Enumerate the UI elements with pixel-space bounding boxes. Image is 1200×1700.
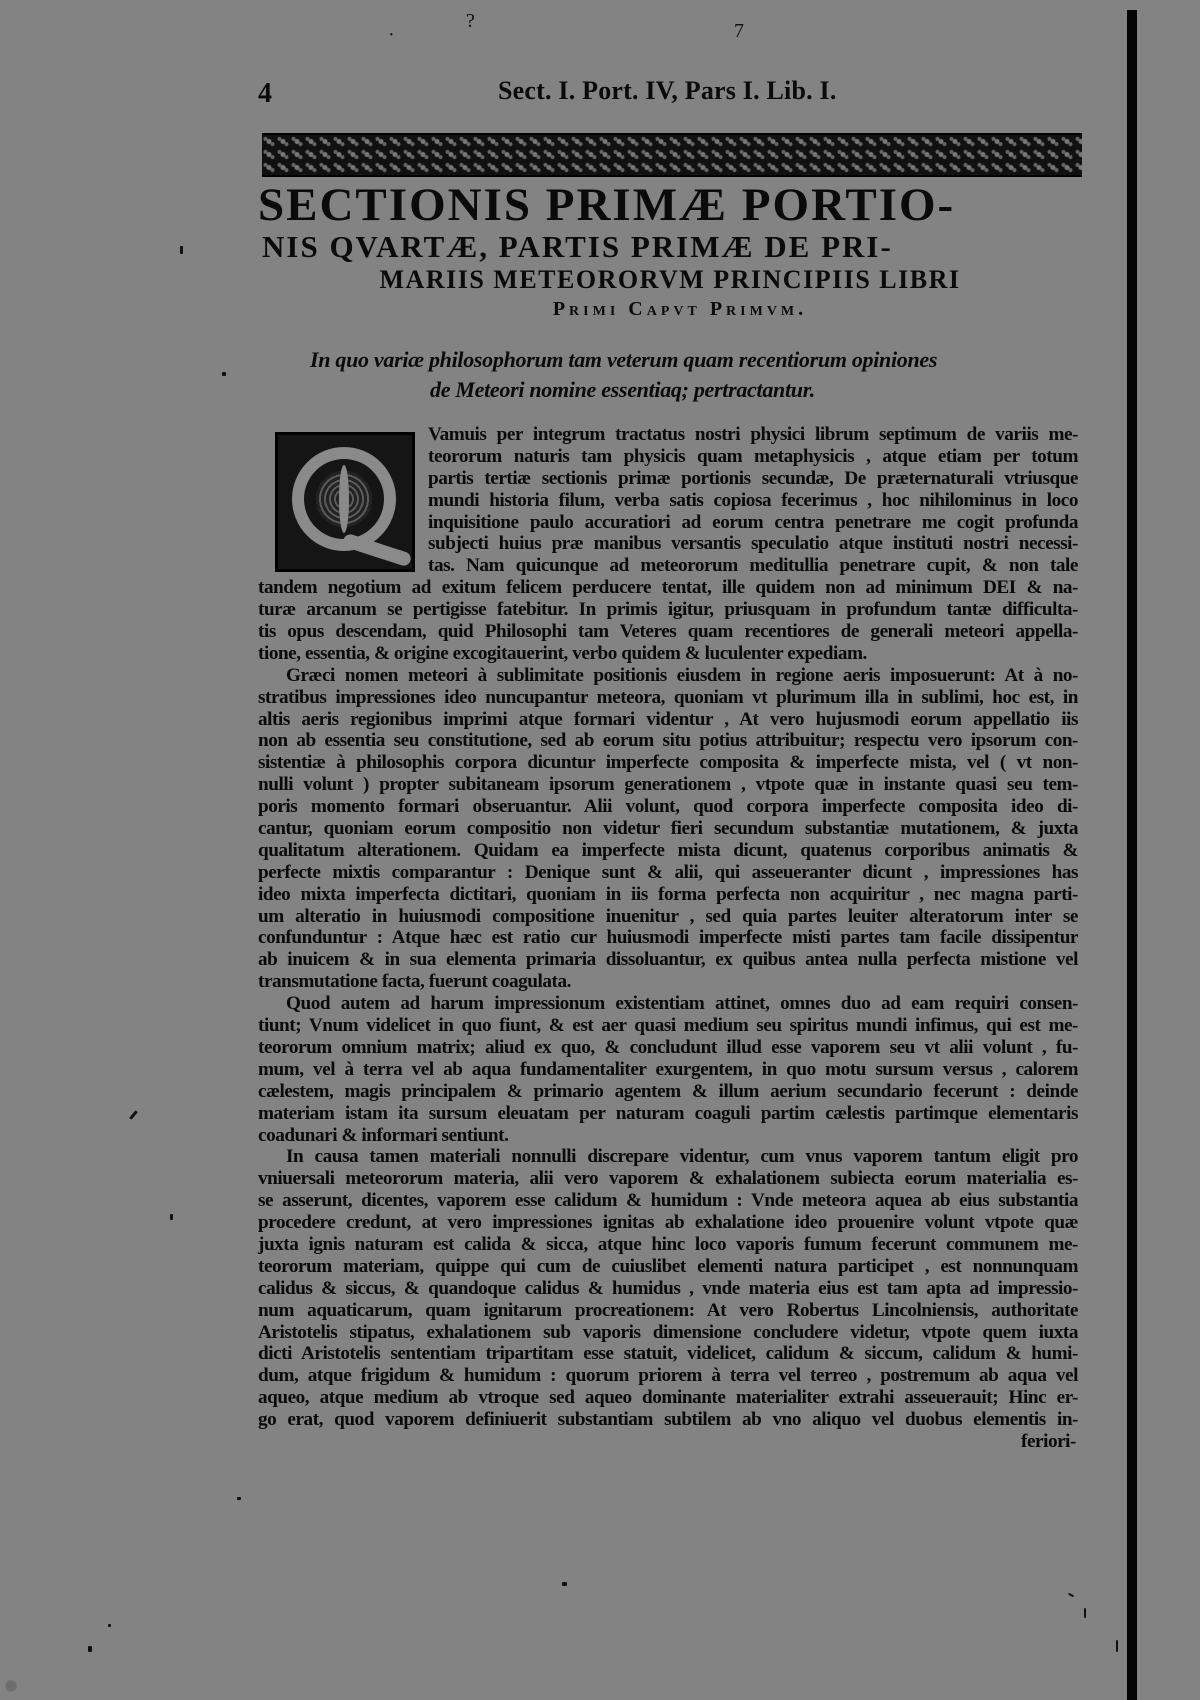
chapter-subtitle: Primi Capvt Primvm. [552,298,808,320]
text-line: cantur, quoniam eorum compositio non videtur fieri secundum substantiæ mutationem, & juxta [258,818,1078,840]
scan-speck [129,1110,138,1120]
argument-line: de Meteori nomine essentiaq; pertractantur. [430,377,815,402]
text-line: perfecte mixtis comparantur : Denique sunt & alii, qui asseueranter dicunt , impressiones has [258,861,1078,883]
text-line: stratibus impressiones ideo nuncupantur meteora, quoniam vt plurimum illa in sublimi, hoc est, in [258,686,1078,708]
text-line: go erat, quod vaporem definiuerit substantiam subtilem ab vno aliquo vel duobus elementis in- [258,1409,1078,1431]
scan-speck [222,372,226,376]
text-line: poris momento formari obseruantur. Alii volunt, quod corpora imperfecte composita ideo di- [258,796,1078,818]
text-line: altis aeris regionibus imprimi atque formari videntur , At vero hujusmodi eorum appellatio iis [258,708,1078,730]
text-line: Græci nomen meteori à sublimitate positionis eiusdem in regione aeris imposuerunt: At à no- [286,664,1078,686]
corner-circle-mark [5,1680,17,1692]
top-margin-marks [0,10,1200,48]
text-line: juxta ignis naturam est calida & sicca, atque hinc loco vaporis fumum fecerunt communem me- [258,1233,1078,1255]
text-line: se asserunt, dicentes, vaporem esse calidum & humidum : Vnde meteora aquea ab eius substantia [258,1190,1078,1212]
text-line: Aristotelis stipatus, exhalationem sub vaporis dimensione concludere videtur, vtpote quem iuxta [258,1321,1078,1343]
text-line: ab inuicem & in sua elementa primaria dissoluantur, ex quibus antea nulla perfecta mistione vel [258,949,1078,971]
scan-speck [180,246,183,254]
text-line: tis opus descendam, quid Philosophi tam Veteres quam recentiores de generali meteori appella- [258,621,1078,643]
text-line: tandem negotium ad exitum felicem perducere tentat, ille quidem non ad minimum DEI & na- [258,577,1078,599]
page-number: 4 [258,78,272,109]
scan-speck [1116,1640,1118,1652]
text-line: mundi historia filum, verba satis copiosa fecerimus , hoc nihilominus in loco [428,489,1078,511]
text-line: teororum omnium matrix; aliud ex quo, & concludunt illud esse vaporem seu vt alii volunt , fu- [258,1036,1078,1058]
chapter-title-line: NIS QVARTÆ, PARTIS PRIMÆ DE PRI- [262,229,893,264]
text-line: dicti Aristotelis sententiam tripartitam esse statuit, videlicet, calidum & siccum, calidum & humi- [258,1343,1078,1365]
text-line: nulli volunt ) propter subitaneam ipsorum generationem , vtpote quæ in instante quasi seu tem- [258,774,1078,796]
margin-mark: ? [466,10,475,32]
text-line: inquisitione paulo accuratiori ad eorum centra penetrare me cogit profunda [428,511,1078,533]
text-line: Vamuis per integrum tractatus nostri physici librum septimum de variis me- [428,424,1078,445]
text-line: non ab essentia seu constitutione, sed ab eorum situ potius attribuitur; respectu vero ipsorum con- [258,730,1078,752]
text-line: ideo mixta imperfecta dictitari, quoniam in iis forma perfecta non acquiritur , nec magna parti- [258,883,1078,905]
running-head-title: Sect. I. Port. IV, Pars I. Lib. I. [498,76,837,105]
text-line: teororum materiam, quippe qui cum de cuiuslibet elementi natura participet , est nonnunquam [258,1255,1078,1277]
text-line: teororum naturis tam physicis quam metaphysicis , atque etiam per totum [428,445,1078,467]
scan-speck [108,1624,111,1627]
text-line: aqueo, atque medium ab vtroque sed aqueo dominante materialiter extrahi asseuerauit; Hinc er- [258,1387,1078,1409]
scan-speck [88,1646,92,1652]
ornamental-headpiece-band [262,133,1082,177]
text-line: confunduntur : Atque hæc est ratio cur huiusmodi imperfecte misti partes tam facile dissipentur [258,927,1078,949]
text-line: um alteratio in huiusmodi compositione inuenitur , sed quia partes leuiter alteratorum inter se [258,905,1078,927]
text-line: subjecti huius præ manibus versantis speculatio atque instituti nostri necessi- [428,533,1078,555]
text-line: mum, vel à terra vel ab aqua fundamentaliter exurgentem, in quo motu sursum versus , calorem [258,1058,1078,1080]
scan-speck [170,1214,173,1220]
margin-mark: · [388,24,395,46]
scan-speck [1084,1608,1086,1618]
chapter-title-line: SECTIONIS PRIMÆ PORTIO- [258,179,956,231]
text-line: materiam istam ita sursum eleuatam per naturam coaguli partim cælestis partimque elementaris [258,1102,1078,1124]
text-line: tas. Nam quicunque ad meteororum meditullia penetrare cupit, & non tale [428,555,1078,577]
chapter-title-line: MARIIS METEORORVM PRINCIPIIS LIBRI [379,265,961,294]
running-head [258,70,878,110]
text-line: vniuersali meteororum materia, alii vero vaporem & exhalationem subiecta eorum materialia es- [258,1168,1078,1190]
chapter-argument [280,345,1060,405]
text-line: dum, atque frigidum & humidum : quorum priorem à terra vel terreo , postremum ab aqua vel [258,1365,1078,1387]
text-line: procedere credunt, at vero impressiones ignitas ab exhalatione ideo prouenire volunt vtpote quæ [258,1212,1078,1234]
text-line: feriori- [1021,1430,1076,1452]
text-line: qualitatum alterationem. Quidam ea imperfecte mista dicunt, quatenus corporibus animatis & [258,839,1078,861]
text-line: In causa tamen materiali nonnulli discrepare videntur, cum vnus vaporem tantum eligit pro [286,1146,1078,1168]
text-line: coadunari & informari sentiunt. [258,1124,509,1146]
text-line: tione, essentia, & origine excogitauerint, verbo quidem & luculenter expediam. [258,642,867,664]
scan-speck [1068,1593,1074,1598]
text-line: tiunt; Vnum videlicet in quo fiunt, & est aer quasi medium seu spiritus mundi infimus, qui est me- [258,1015,1078,1037]
text-line: transmutatione facta, fuerunt coagulata. [258,971,571,993]
margin-mark: 7 [734,20,744,42]
page-edge-bar [1127,10,1137,1700]
text-line: num aquaticarum, quam ignitarum procreationem: At vero Robertus Lincolniensis, authoritate [258,1299,1078,1321]
text-line: Quod autem ad harum impressionum existentiam attinet, omnes duo ad eam requiri consen- [286,993,1078,1015]
scan-speck [562,1582,567,1586]
text-line: cælestem, magis principalem & primario agentem & illum aerium secundario fecerunt : deinde [258,1080,1078,1102]
text-line: calidus & siccus, & quandoque calidus & humidus , vnde materia eius est tam apta ad impressio- [258,1277,1078,1299]
text-line: turæ arcanum se pertigisse fatebitur. In primis igitur, priusquam in profundum tantæ difficulta- [258,599,1078,621]
chapter-title [258,180,1088,323]
scan-speck [237,1497,241,1500]
body-text [258,424,1078,1453]
text-line: partis tertiæ sectionis primæ portionis secundæ, De præternaturali vtriusque [428,467,1078,489]
text-line: sistentiæ à philosophis corpora dicuntur imperfecte composita & imperfecte mista, vel ( vt non- [258,752,1078,774]
argument-line: In quo variæ philosophorum tam veterum quam recentiorum opiniones [310,347,938,372]
